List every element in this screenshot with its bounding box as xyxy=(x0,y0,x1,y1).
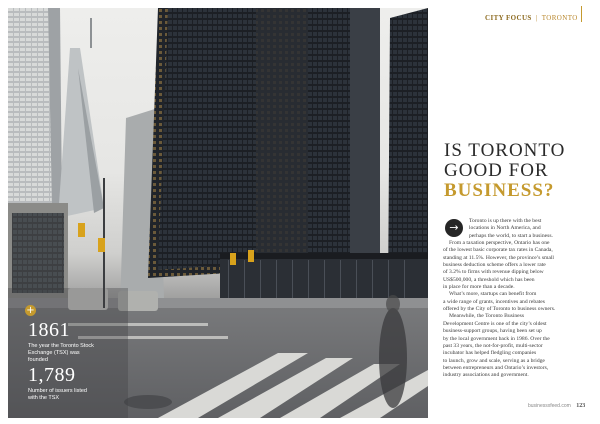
body-line: past 33 years, the not-for-profit, multi-sector xyxy=(443,342,543,349)
article-body xyxy=(443,218,595,380)
body-line: between entrepreneurs and Ontario’s investors, xyxy=(443,364,549,371)
body-line: to launch, grow and scale, serving as a bridge xyxy=(443,357,545,364)
body-line: US$500,000, a threshold which has been xyxy=(443,276,535,283)
body-line: What’s more, startups can benefit from xyxy=(449,291,537,298)
body-line: a wide range of grants, incentives and rebates xyxy=(443,298,545,305)
stat-caption: The year the Toronto Stock Exchange (TSX) was founded xyxy=(28,343,94,363)
body-line: standing at 11.5%. However, the province’s small xyxy=(443,254,554,261)
body-line: locations in North America, and xyxy=(469,225,541,232)
stat-number: 1861 xyxy=(28,319,70,341)
hero-photo xyxy=(8,8,428,418)
body-line: of the lowest basic corporate tax rates in Canada, xyxy=(443,247,553,254)
page-footer xyxy=(528,403,585,409)
body-line: From a taxation perspective, Ontario has one xyxy=(449,240,550,247)
body-line: Development Centre is one of the city’s oldest xyxy=(443,320,547,327)
stat-issuers xyxy=(28,365,98,402)
city-label: TORONTO xyxy=(541,14,578,22)
body-line: by the local government back in 1986. Over the xyxy=(443,335,550,342)
body-line: in place for more than a decade. xyxy=(443,284,515,291)
headline-line-1: IS TORONTO xyxy=(444,140,566,161)
body-line: incubator has helped fledgling companies xyxy=(443,350,537,357)
body-line: perhaps the world, to start a business. xyxy=(469,232,553,239)
body-line: Toronto is up there with the best xyxy=(469,218,542,224)
stat-number: 1,789 xyxy=(28,364,76,386)
body-line: industry associations and government. xyxy=(443,372,529,379)
plus-icon: + xyxy=(26,305,35,316)
body-line: offered by the City of Toronto to business owners. xyxy=(443,306,556,313)
stat-caption: Number of issuers listed with the TSX xyxy=(28,388,87,401)
stat-founded xyxy=(28,320,98,364)
footer-site: businessxfeed.com xyxy=(528,403,571,409)
body-line: of 3.2% to firms with revenue dipping below xyxy=(443,269,544,276)
page-number: 123 xyxy=(576,403,586,409)
article-headline xyxy=(444,141,594,201)
headline-line-2: GOOD FOR xyxy=(444,160,549,181)
header-rule xyxy=(581,6,582,22)
body-line: business deduction scheme offers a lower rate xyxy=(443,262,546,269)
section-label: CITY FOCUS xyxy=(485,14,532,22)
headline-line-3: BUSINESS? xyxy=(444,180,555,201)
header-separator: | xyxy=(535,14,538,22)
section-header xyxy=(485,14,578,22)
body-line: business-support groups, having been set up xyxy=(443,328,542,335)
arrow-right-icon: → xyxy=(445,219,463,237)
body-line: Meanwhile, the Toronto Business xyxy=(449,313,525,320)
